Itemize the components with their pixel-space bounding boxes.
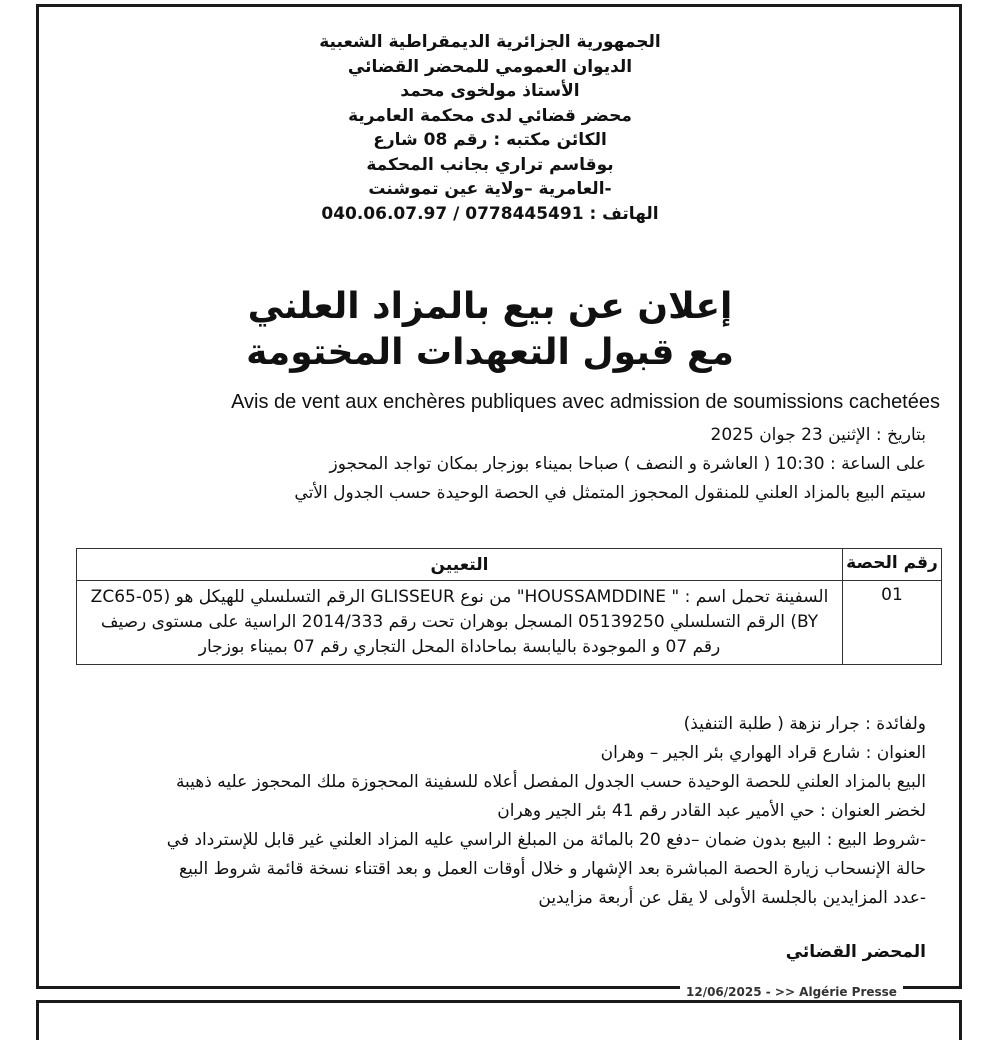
header-line: الديوان العمومي للمحضر القضائي [347,56,633,77]
beneficiary-address: العنوان : شارع قراد الهواري بئر الجير – وهران [600,743,926,763]
header-line: الهاتف : 0778445491 / 040.06.07.97 [321,203,659,224]
publication-footer: 12/06/2025 - >> Algérie Presse [680,985,903,999]
header-line: -العامرية –ولاية عين تموشنت [368,179,612,199]
header-line: الكائن مكتبه : رقم 08 شارع [373,130,607,150]
header-line: بوقاسم تراري بجانب المحكمة [366,154,614,175]
next-notice-frame [36,1000,962,1040]
beneficiary: ولفائدة : جرار نزهة ( طلبة التنفيذ) [683,714,926,734]
notice-title-line1: إعلان عن بيع بالمزاد العلني [247,286,733,327]
sale-conditions-cont: حالة الإنسحاب زيارة الحصة المباشرة بعد الإشهار و خلال أوقات العمل و بعد اقتناء نسخة قائمة شروط البيع [179,859,926,879]
header-line: محضر قضائي لدى محكمة العامرية [348,105,632,126]
french-title: Avis de vent aux enchères publiques avec admission de soumissions cachetées [231,391,940,413]
table-row [77,581,942,665]
header-line: الجمهورية الجزائرية الديمقراطية الشعبية [319,32,661,52]
column-header-designation: التعيين [77,549,843,581]
debtor-address: لخضر العنوان : حي الأمير عبد القادر رقم 41 بئر الجير وهران [497,801,926,821]
lots-table [76,548,942,665]
lot-designation: السفينة تحمل اسم : " HOUSSAMDDINE" من نوع GLISSEUR الرقم التسلسلي للهيكل هو (ZC65-05 BY) الرقم التسلسلي 05139250 المسجل بوهران تحت رقم 2014/333 الراسية على مستوى رصيف رقم 07 و الموجودة باليابسة بماحاداة المحل التجاري رقم 07 بميناء بوزجار [77,581,843,665]
sale-conditions: -شروط البيع : البيع بدون ضمان –دفع 20 بالمائة من المبلغ الراسي عليه المزاد العلني غير قابل للإسترداد في [166,830,926,850]
sale-statement: سيتم البيع بالمزاد العلني للمنقول المحجوز المتمثل في الحصة الوحيدة حسب الجدول الأتي [294,483,926,503]
column-header-lot: رقم الحصة [843,549,942,581]
notice-title-line2: مع قبول التعهدات المختومة [246,332,734,373]
sale-date: بتاريخ : الإثنين 23 جوان 2025 [710,425,926,445]
sale-time-place: على الساعة : 10:30 ( العاشرة و النصف ) صباحا بميناء بوزجار بمكان تواجد المحجوز [329,454,926,474]
bidders-count: -عدد المزايدين بالجلسة الأولى لا يقل عن أربعة مزايدين [538,888,926,908]
header-line: الأستاذ مولخوى محمد [400,81,580,101]
office-header [180,30,800,226]
table-header-row [77,549,942,581]
sale-description: البيع بالمزاد العلني للحصة الوحيدة حسب الجدول المفصل أعلاه للسفينة المحجوزة ملك المحجوز عليه ذهيبة [175,772,926,792]
bailiff-signature: المحضر القضائي [785,942,926,962]
lot-number: 01 [843,581,942,665]
